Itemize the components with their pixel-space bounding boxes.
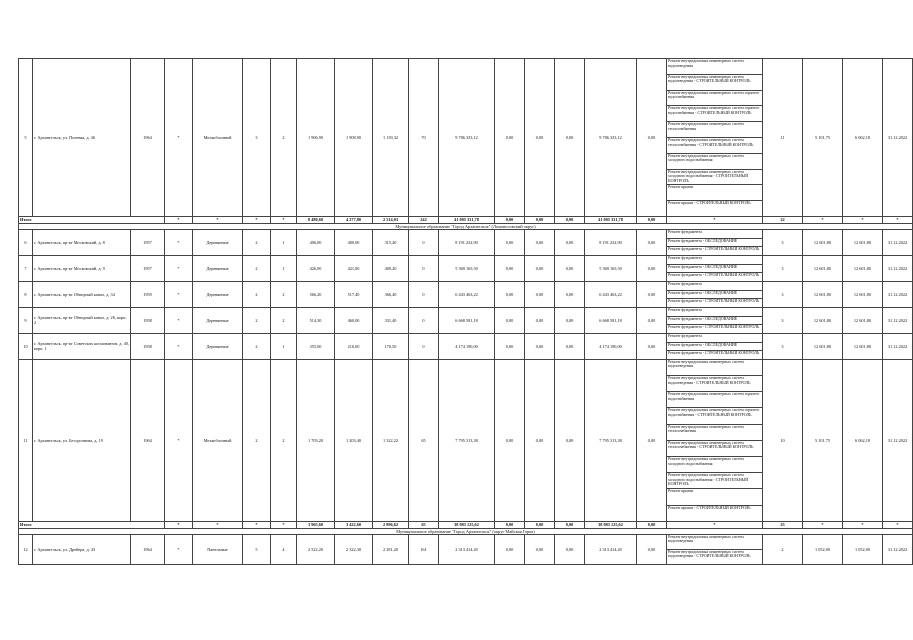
cell-area-apt: 2 514,03 [373, 216, 409, 223]
table-row [19, 333, 913, 359]
cell-residents: 242 [409, 216, 439, 223]
cell-work-count: 11 [763, 59, 803, 217]
table-row [19, 255, 913, 281]
address-cell: г. Архангельск, пр-кт Обводный канал, д. 34 [33, 281, 131, 307]
cell-area-total: 8 480,60 [297, 216, 335, 223]
cell-limit-cost: * [843, 216, 883, 223]
cell-floors: 5 [243, 534, 271, 564]
works-cell [667, 359, 763, 521]
work-item: Ремонт фундамента - СТРОИТЕЛЬНЫЙ КОНТРОЛЬ [668, 298, 760, 304]
cell-limit-cost: 12 601,80 [843, 255, 883, 281]
cell-limit-cost: 6 062,18 [843, 59, 883, 217]
table-row [19, 534, 913, 564]
cell-fund-local: 0,00 [555, 534, 585, 564]
cell-area-total: 1 906,90 [297, 59, 335, 217]
work-item: Ремонт фундамента - ОБСЛЕДОВАНИЕ [667, 343, 762, 352]
cell-work-count: 25 [763, 521, 803, 528]
work-item: Ремонт внутридомовых инженерных систем теплоснабжения - СТРОИТЕЛЬНЫЙ КОНТРОЛЬ [667, 138, 762, 154]
cell-cost-total: 4 174 190,00 [439, 333, 495, 359]
cell-reserve: 0,00 [637, 59, 667, 217]
work-item: Ремонт фундамента [667, 230, 762, 239]
cell-fund-owners: 2 313 414,40 [585, 534, 637, 564]
cell-year-repair: * [165, 281, 193, 307]
cell-work-count: 3 [763, 281, 803, 307]
total-row [19, 521, 913, 528]
cell-cost-total: 2 313 414,40 [439, 534, 495, 564]
cell-reserve: 0,00 [637, 521, 667, 528]
cell-deadline: 31.12.2022 [883, 59, 913, 217]
cell-residents: 0 [409, 333, 439, 359]
cell-fund-owners: 6 443 463,22 [585, 281, 637, 307]
cell-year-repair: * [165, 534, 193, 564]
work-item: Ремонт внутридомовых инженерных систем водоотведения [667, 360, 762, 376]
cell-entrances: 2 [271, 307, 297, 333]
row-number: 7 [19, 255, 33, 281]
cell-walls: Деревянные [193, 255, 243, 281]
work-item: Ремонт фундамента - СТРОИТЕЛЬНЫЙ КОНТРОЛЬ [668, 246, 760, 252]
cell-area-apt: 1 139,32 [373, 59, 409, 217]
cell-unit-cost: 5 101,75 [803, 59, 843, 217]
work-item: Ремонт внутридомовых инженерных систем холодного водоснабжения - СТРОИТЕЛЬНЫЙ КОНТРОЛЬ [667, 473, 762, 489]
cell-area-total: 1 703,20 [297, 359, 335, 521]
row-number: 6 [19, 229, 33, 255]
cell-year: 1964 [131, 534, 165, 564]
cell-fund-fed: 0,00 [495, 307, 525, 333]
address-cell: г. Архангельск, ул. Дрейера, д. 43 [33, 534, 131, 564]
cell-work-count: 3 [763, 307, 803, 333]
cell-deadline: 31.12.2022 [883, 333, 913, 359]
cell-cost-total: 9 786 333,12 [439, 59, 495, 217]
cell-limit-cost: 12 601,80 [843, 229, 883, 255]
cell-unit-cost: 5 101,75 [803, 359, 843, 521]
work-item: Ремонт крыши - СТРОИТЕЛЬНЫЙ КОНТРОЛЬ [668, 504, 751, 510]
cell-area-living: 460,00 [335, 307, 373, 333]
cell-unit-cost: 12 601,80 [803, 255, 843, 281]
work-item: Ремонт внутридомовых инженерных систем водоотведения [667, 535, 762, 550]
cell-reserve: 0,00 [637, 255, 667, 281]
cell-residents: 0 [409, 255, 439, 281]
work-item: Ремонт внутридомовых инженерных систем водоотведения - СТРОИТЕЛЬНЫЙ КОНТРОЛЬ [668, 548, 751, 559]
work-item: Ремонт фундамента [667, 256, 762, 265]
cell-area-living: 1 908,90 [335, 59, 373, 217]
cell-year: 1957 [131, 229, 165, 255]
work-item: Ремонт фундамента [667, 282, 762, 291]
cell-entrances: * [271, 521, 297, 528]
cell-unit-cost: 1 052,00 [803, 534, 843, 564]
cell-unit-cost: 12 601,80 [803, 229, 843, 255]
cell-floors: 2 [243, 333, 271, 359]
cell-fund-owners: 6 668 581,18 [585, 307, 637, 333]
cell-entrances: 2 [271, 359, 297, 521]
cell-unit-cost: * [803, 521, 843, 528]
cell-unit-cost: * [803, 216, 843, 223]
cell-area-total: 514,30 [297, 307, 335, 333]
cell-reserve: 0,00 [637, 307, 667, 333]
cell-year: 1964 [131, 59, 165, 217]
cell-deadline: * [883, 521, 913, 528]
cell-area-apt: 170,50 [373, 333, 409, 359]
work-item: Ремонт внутридомовых инженерных систем горячего водоснабжения - СТРОИТЕЛЬНЫЙ КОНТРОЛЬ [667, 106, 762, 122]
cell-fund-reg: 0,00 [525, 255, 555, 281]
cell-fund-reg: 0,00 [525, 59, 555, 217]
address-cell: г. Архангельск, пр-кт Обводный канал, д. 26, корп. 2 [33, 307, 131, 333]
cell-deadline: * [883, 216, 913, 223]
cell-fund-owners: 7 795 313,38 [585, 359, 637, 521]
cell-reserve: 0,00 [637, 281, 667, 307]
cell-deadline: 31.12.2022 [883, 307, 913, 333]
cell-year-repair: * [165, 229, 193, 255]
cell-walls: Деревянные [193, 229, 243, 255]
cell-reserve: 0,00 [637, 229, 667, 255]
cell-floors: 2 [243, 229, 271, 255]
table-row [19, 307, 913, 333]
cell-deadline: 31.12.2022 [883, 229, 913, 255]
cell-limit-cost: 12 601,80 [843, 281, 883, 307]
cell-limit-cost: 12 601,80 [843, 333, 883, 359]
cell-year: 1959 [131, 281, 165, 307]
cell-reserve: 0,00 [637, 333, 667, 359]
cell-area-total: 406,00 [297, 229, 335, 255]
cell-fund-fed: 0,00 [495, 216, 525, 223]
cell-work-count: 3 [763, 333, 803, 359]
cell-year: 1957 [131, 255, 165, 281]
address-cell: г. Архангельск, пр-кт Московский, д. 9 [33, 255, 131, 281]
cell-entrances: * [271, 216, 297, 223]
cell-fund-owners: 41 085 331,78 [585, 216, 637, 223]
cell-floors: * [243, 521, 271, 528]
cell-area-living: 4 277,80 [335, 216, 373, 223]
cell-fund-fed: 0,00 [495, 521, 525, 528]
table-row [19, 359, 913, 521]
total-label: Итого [19, 216, 165, 223]
cell-fund-owners: 38 083 125,62 [585, 521, 637, 528]
cell-fund-reg: 0,00 [525, 521, 555, 528]
cell-area-total: 3 965,60 [297, 521, 335, 528]
work-item: Ремонт крыши - СТРОИТЕЛЬНЫЙ КОНТРОЛЬ [668, 200, 751, 206]
work-item: Ремонт фундамента - ОБСЛЕДОВАНИЕ [667, 291, 762, 300]
cell-walls: * [193, 216, 243, 223]
cell-cost-total: 6 443 463,22 [439, 281, 495, 307]
cell-walls: Деревянные [193, 281, 243, 307]
row-number: 10 [19, 333, 33, 359]
cell-work-count: 3 [763, 229, 803, 255]
cell-fund-fed: 0,00 [495, 534, 525, 564]
cell-fund-fed: 0,00 [495, 359, 525, 521]
works-cell [667, 59, 763, 217]
cell-entrances: 1 [271, 255, 297, 281]
work-item: Ремонт фундамента [667, 308, 762, 317]
address-cell: г. Архангельск, ул. Полевая, д. 46 [33, 59, 131, 217]
work-item: Ремонт внутридомовых инженерных систем водоотведения [667, 59, 762, 75]
cell-year-repair: * [165, 521, 193, 528]
repair-program-table [18, 58, 913, 565]
cell-area-living: 2 322,30 [335, 534, 373, 564]
municipality-label: Муниципальное образование "Город Архангельск" (округ Майская Горка) [19, 528, 913, 534]
row-number: 12 [19, 534, 33, 564]
cell-cost-total: 7 795 313,38 [439, 359, 495, 521]
cell-fund-fed: 0,00 [495, 333, 525, 359]
works-cell [667, 534, 763, 564]
cell-residents: 0 [409, 229, 439, 255]
cell-residents: 65 [409, 521, 439, 528]
cell-walls: Мелкоблочный [193, 59, 243, 217]
cell-year: 1964 [131, 359, 165, 521]
cell-fund-reg: 0,00 [525, 216, 555, 223]
cell-walls: Мелкоблочный [193, 359, 243, 521]
work-item: Ремонт крыши [667, 489, 762, 505]
cell-fund-reg: 0,00 [525, 534, 555, 564]
works-cell [667, 333, 763, 359]
cell-area-apt: 366,40 [373, 281, 409, 307]
cell-area-total: 566,20 [297, 281, 335, 307]
document-sheet [18, 58, 908, 565]
cell-area-total: 426,00 [297, 255, 335, 281]
cell-work-count: 2 [763, 534, 803, 564]
cell-walls: Деревянные [193, 333, 243, 359]
work-item: Ремонт крыши [667, 185, 762, 201]
cell-deadline: 31.12.2022 [883, 534, 913, 564]
cell-year-repair: * [165, 307, 193, 333]
cell-cost-total: 38 083 125,62 [439, 521, 495, 528]
table-row [19, 281, 913, 307]
works-cell [667, 229, 763, 255]
cell-fund-reg: 0,00 [525, 307, 555, 333]
cell-fund-fed: 0,00 [495, 255, 525, 281]
cell-area-apt: 409,20 [373, 255, 409, 281]
cell-area-total: 2 522,20 [297, 534, 335, 564]
cell-deadline: 31.12.2022 [883, 359, 913, 521]
cell-area-living: 3 422,60 [335, 521, 373, 528]
cell-fund-local: 0,00 [555, 281, 585, 307]
cell-area-living: 400,00 [335, 229, 373, 255]
row-number: 9 [19, 307, 33, 333]
cell-year-repair: * [165, 216, 193, 223]
cell-unit-cost: 12 601,80 [803, 307, 843, 333]
cell-unit-cost: 12 601,80 [803, 281, 843, 307]
cell-entrances: 2 [271, 281, 297, 307]
cell-floors: * [243, 216, 271, 223]
cell-floors: 2 [243, 359, 271, 521]
cell-floors: 2 [243, 281, 271, 307]
cell-year-repair: * [165, 255, 193, 281]
works-cell [667, 307, 763, 333]
work-item: Ремонт фундамента [667, 334, 762, 343]
cell-cost-total: 8 191 232,90 [439, 229, 495, 255]
work-item: Ремонт фундамента - СТРОИТЕЛЬНЫЙ КОНТРОЛЬ [668, 350, 760, 356]
cell-fund-owners: 4 174 190,00 [585, 333, 637, 359]
cell-deadline: 31.12.2022 [883, 281, 913, 307]
cell-entrances: 1 [271, 333, 297, 359]
cell-residents: 65 [409, 359, 439, 521]
cell-area-apt: 1 322,22 [373, 359, 409, 521]
cell-fund-owners: 9 786 333,12 [585, 59, 637, 217]
work-item: Ремонт фундамента - СТРОИТЕЛЬНЫЙ КОНТРОЛЬ [668, 324, 760, 330]
total-row [19, 216, 913, 223]
table-row [19, 229, 913, 255]
cell-area-living: 216,00 [335, 333, 373, 359]
cell-entrances: 2 [271, 59, 297, 217]
cell-reserve: 0,00 [637, 534, 667, 564]
works-cell [667, 281, 763, 307]
cell-floors: 3 [243, 59, 271, 217]
cell-residents: 0 [409, 307, 439, 333]
work-item: Ремонт внутридомовых инженерных систем водоотведения - СТРОИТЕЛЬНЫЙ КОНТРОЛЬ [667, 75, 762, 91]
work-item: Ремонт фундамента - ОБСЛЕДОВАНИЕ [667, 239, 762, 248]
cell-work-count: 22 [763, 216, 803, 223]
cell-limit-cost: 6 062,18 [843, 359, 883, 521]
work-item: Ремонт внутридомовых инженерных систем водоотведения - СТРОИТЕЛЬНЫЙ КОНТРОЛЬ [667, 376, 762, 392]
cell-walls: Панельные [193, 534, 243, 564]
cell-fund-local: 0,00 [555, 216, 585, 223]
total-label: Итого [19, 521, 165, 528]
cell-area-total: 355,00 [297, 333, 335, 359]
work-item: Ремонт внутридомовых инженерных систем горячего водоснабжения - СТРОИТЕЛЬНЫЙ КОНТРОЛЬ [667, 408, 762, 424]
cell-area-apt: 2 281,20 [373, 534, 409, 564]
row-number: 8 [19, 281, 33, 307]
cell-area-living: 1 203,40 [335, 359, 373, 521]
address-cell: г. Архангельск, пр-кт Московский, д. 8 [33, 229, 131, 255]
work-item: Ремонт внутридомовых инженерных систем теплоснабжения [667, 122, 762, 138]
cell-deadline: 31.12.2022 [883, 255, 913, 281]
cell-fund-local: 0,00 [555, 255, 585, 281]
work-item: Ремонт внутридомовых инженерных систем холодного водоснабжения [667, 154, 762, 170]
cell-fund-fed: 0,00 [495, 59, 525, 217]
cell-fund-reg: 0,00 [525, 229, 555, 255]
row-number: 11 [19, 359, 33, 521]
work-item: Ремонт фундамента - ОБСЛЕДОВАНИЕ [667, 265, 762, 274]
cell-work-count: 10 [763, 359, 803, 521]
cell-reserve: 0,00 [637, 359, 667, 521]
cell-year: 1958 [131, 333, 165, 359]
cell-residents: 70 [409, 59, 439, 217]
cell-year-repair: * [165, 333, 193, 359]
cell-fund-local: 0,00 [555, 359, 585, 521]
cell-entrances: 4 [271, 534, 297, 564]
cell-area-apt: 2 896,62 [373, 521, 409, 528]
cell-year-repair: * [165, 359, 193, 521]
cell-walls: * [193, 521, 243, 528]
work-item: Ремонт внутридомовых инженерных систем холодного водоснабжения - СТРОИТЕЛЬНЫЙ КОНТРОЛЬ [667, 170, 762, 186]
cell-limit-cost: * [843, 521, 883, 528]
cell-residents: 0 [409, 281, 439, 307]
cell-fund-owners: 8 191 232,90 [585, 229, 637, 255]
cell-fund-local: 0,00 [555, 333, 585, 359]
cell-fund-local: 0,00 [555, 521, 585, 528]
work-item: Ремонт внутридомовых инженерных систем горячего водоснабжения [667, 91, 762, 107]
work-item: Ремонт внутридомовых инженерных систем теплоснабжения [667, 425, 762, 441]
cell-area-living: 517,40 [335, 281, 373, 307]
cell-fund-reg: 0,00 [525, 359, 555, 521]
cell-cost-total: 41 085 331,78 [439, 216, 495, 223]
cell-unit-cost: 12 601,80 [803, 333, 843, 359]
cell-area-apt: 331,40 [373, 307, 409, 333]
cell-limit-cost: 12 601,80 [843, 307, 883, 333]
cell-fund-local: 0,00 [555, 229, 585, 255]
cell-limit-cost: 1 052,00 [843, 534, 883, 564]
cell-entrances: 1 [271, 229, 297, 255]
cell-area-apt: 315,40 [373, 229, 409, 255]
address-cell: г. Архангельск, ул. Бессрочнова, д. 19 [33, 359, 131, 521]
work-item: Ремонт внутридомовых инженерных систем теплоснабжения - СТРОИТЕЛЬНЫЙ КОНТРОЛЬ [667, 441, 762, 457]
address-cell: г. Архангельск, пр-кт Советских космонавтов, д. 40, корп. 1 [33, 333, 131, 359]
works-cell: * [667, 216, 763, 223]
cell-fund-reg: 0,00 [525, 281, 555, 307]
cell-year: 1958 [131, 307, 165, 333]
work-item: Ремонт внутридомовых инженерных систем горячего водоснабжения [667, 392, 762, 408]
cell-floors: 2 [243, 255, 271, 281]
municipality-label: Муниципальное образование "Город Архангельск" (Ломоносовский округ) [19, 223, 913, 229]
work-item: Ремонт фундамента - СТРОИТЕЛЬНЫЙ КОНТРОЛЬ [668, 272, 760, 278]
cell-fund-owners: 5 369 165,50 [585, 255, 637, 281]
cell-fund-reg: 0,00 [525, 333, 555, 359]
cell-fund-local: 0,00 [555, 307, 585, 333]
work-item: Ремонт внутридомовых инженерных систем холодного водоснабжения [667, 457, 762, 473]
cell-cost-total: 6 668 581,18 [439, 307, 495, 333]
cell-fund-fed: 0,00 [495, 229, 525, 255]
cell-walls: Деревянные [193, 307, 243, 333]
table-row [19, 59, 913, 217]
cell-reserve: 0,00 [637, 216, 667, 223]
cell-cost-total: 5 369 165,50 [439, 255, 495, 281]
cell-area-living: 421,00 [335, 255, 373, 281]
cell-floors: 2 [243, 307, 271, 333]
cell-residents: 161 [409, 534, 439, 564]
cell-fund-local: 0,00 [555, 59, 585, 217]
cell-fund-fed: 0,00 [495, 281, 525, 307]
row-number: 5 [19, 59, 33, 217]
works-cell: * [667, 521, 763, 528]
work-item: Ремонт фундамента - ОБСЛЕДОВАНИЕ [667, 317, 762, 326]
cell-year-repair: * [165, 59, 193, 217]
cell-work-count: 3 [763, 255, 803, 281]
works-cell [667, 255, 763, 281]
